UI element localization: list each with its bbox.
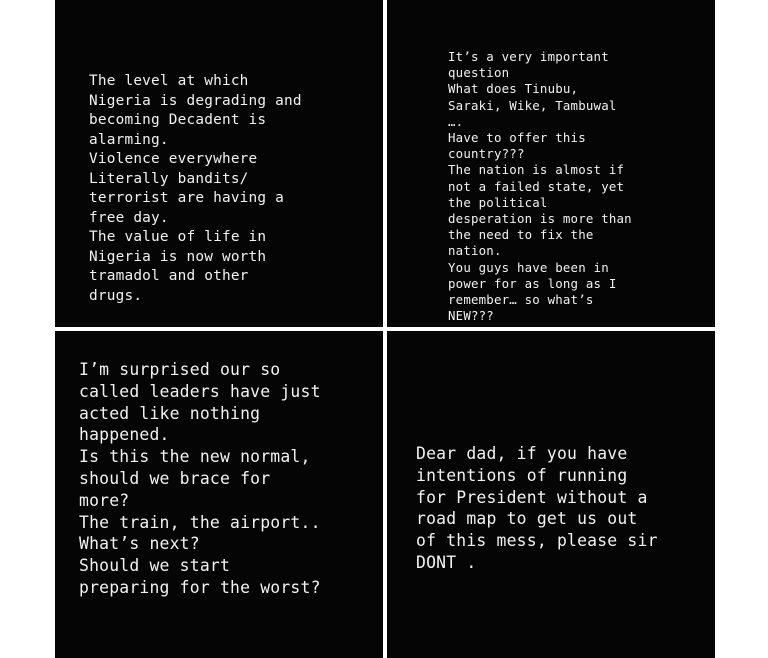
story-text: The level at which Nigeria is degrading and becoming Decadent is alarming. Violence everywhere Literally bandits/ terrorist are having a free day. The value of life in Nigeria is now worth tramadol and other drugs. (89, 73, 302, 304)
story-collage (55, 0, 715, 658)
story-text: I’m surprised our so called leaders have just acted like nothing happened. Is this the new normal, should we brace for more? The train, the airport.. What’s next? Should we start preparing for the worst? (79, 360, 321, 597)
story-panel-top-right (387, 0, 715, 327)
story-panel-top-left (55, 0, 383, 327)
story-panel-bottom-right (387, 331, 715, 658)
story-text: It’s a very important question What does Tinubu, Saraki, Wike, Tambuwal …. Have to offer this country??? The nation is almost if not a failed state, yet the political desperation is more than the need to fix the nation. You guys have been in power for as long as I remember… so what’s NEW??? (448, 49, 632, 324)
story-panel-bottom-left (55, 331, 383, 658)
story-text: Dear dad, if you have intentions of running for President without a road map to get us out of this mess, please sir DONT . (416, 444, 658, 572)
